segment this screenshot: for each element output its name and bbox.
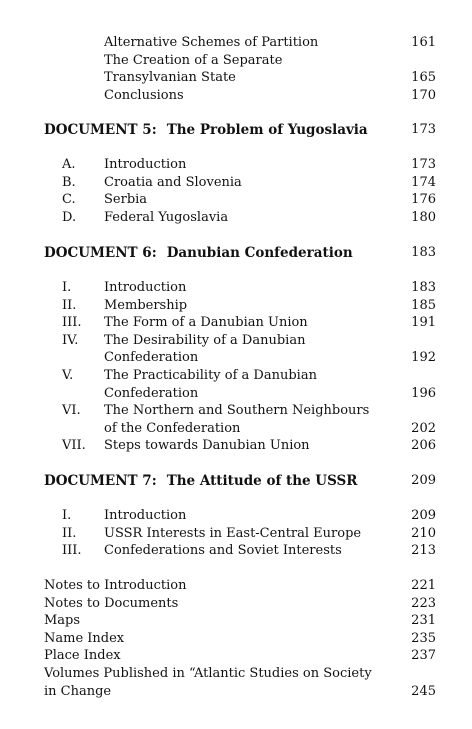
entry-number: D. [62, 209, 77, 225]
back-matter-entry [0, 577, 472, 595]
entry-number: VI. [62, 403, 81, 419]
toc-entry [0, 367, 472, 385]
entry-title: Confederation [104, 385, 199, 401]
entry-number: A. [62, 157, 76, 172]
entry-title: Conclusions [104, 87, 184, 103]
entry-number: V. [62, 368, 74, 383]
document-page: 173 [411, 122, 436, 137]
entry-title: Serbia [104, 192, 148, 208]
entry-title: The Creation of a Separate [104, 52, 283, 68]
entry-title: Place Index [44, 648, 121, 664]
entry-page: 235 [411, 630, 436, 646]
entry-page: 223 [411, 595, 436, 611]
back-matter-entry [0, 647, 472, 665]
toc-entry [0, 542, 472, 560]
document-heading [0, 244, 472, 262]
entry-page: 174 [411, 174, 436, 190]
entry-title: Name Index [44, 630, 125, 646]
entry-title: in Change [44, 683, 112, 699]
entry-title: Volumes Published in “Atlantic Studies on Society [44, 666, 372, 681]
entry-title: The Practicability of a Danubian [104, 368, 317, 383]
entry-title: of the Confederation [104, 420, 241, 436]
document-label: DOCUMENT 7: [44, 473, 157, 489]
entry-page: 213 [411, 543, 436, 559]
entry-title: The Desirability of a Danubian [104, 332, 306, 348]
back-matter-entry [0, 595, 472, 613]
entry-page: 161 [411, 35, 436, 50]
entry-title: USSR Interests in East-Central Europe [104, 525, 362, 541]
toc-entry [0, 34, 472, 52]
entry-title: Confederations and Soviet Interests [104, 543, 342, 559]
entry-page: 191 [411, 315, 436, 331]
entry-number: I. [62, 508, 72, 523]
document-heading-text [44, 472, 358, 490]
toc-entry [0, 349, 472, 367]
toc-entry [0, 297, 472, 315]
entry-page: 237 [411, 648, 436, 664]
entry-page: 173 [411, 157, 436, 172]
entry-title: Introduction [104, 508, 187, 523]
back-matter-entry [0, 683, 472, 701]
entry-page: 202 [411, 420, 436, 436]
entry-title: The Form of a Danubian Union [104, 315, 308, 331]
toc-entry [0, 525, 472, 543]
entry-number: III. [62, 315, 82, 331]
entry-title: Alternative Schemes of Partition [104, 35, 319, 50]
entry-page: 180 [411, 209, 436, 225]
entry-page: 210 [411, 525, 436, 541]
back-matter-entry [0, 665, 472, 683]
toc-entry [0, 87, 472, 105]
entry-title: Notes to Introduction [44, 578, 187, 593]
document-heading-text [44, 244, 353, 262]
back-matter-entry [0, 612, 472, 630]
entry-title: Steps towards Danubian Union [104, 438, 310, 454]
toc-entry [0, 437, 472, 455]
toc-entry [0, 385, 472, 403]
document-title: The Attitude of the USSR [166, 473, 358, 489]
document-heading [0, 121, 472, 139]
entry-number: IV. [62, 332, 79, 348]
document-label: DOCUMENT 6: [44, 245, 157, 261]
document-title: Danubian Confederation [166, 245, 353, 261]
toc-entry [0, 52, 472, 70]
entry-page: 206 [411, 438, 436, 454]
entry-page: 221 [411, 578, 436, 593]
entry-page: 245 [411, 683, 436, 699]
back-matter-entry [0, 630, 472, 648]
entry-title: Notes to Documents [44, 595, 179, 611]
toc-entry [0, 174, 472, 192]
document-label: DOCUMENT 5: [44, 122, 157, 138]
document-title: The Problem of Yugoslavia [166, 122, 368, 138]
entry-page: 170 [411, 87, 436, 103]
entry-page: 192 [411, 350, 436, 366]
document-page: 183 [411, 245, 436, 260]
toc-entry [0, 507, 472, 525]
toc-entry [0, 402, 472, 420]
entry-title: The Northern and Southern Neighbours [104, 403, 370, 419]
document-page: 209 [411, 473, 436, 488]
entry-title: Transylvanian State [104, 70, 236, 86]
entry-title: Introduction [104, 280, 187, 295]
entry-page: 183 [411, 280, 436, 295]
entry-number: I. [62, 280, 72, 295]
toc-entry [0, 332, 472, 350]
toc-entry [0, 191, 472, 209]
entry-page: 165 [411, 70, 436, 86]
toc-entry [0, 156, 472, 174]
entry-number: II. [62, 297, 77, 313]
entry-page: 176 [411, 192, 436, 208]
entry-title: Federal Yugoslavia [104, 209, 229, 225]
toc-entry [0, 209, 472, 227]
entry-page: 185 [411, 297, 436, 313]
toc-entry [0, 420, 472, 438]
entry-title: Maps [44, 613, 81, 629]
entry-number: VII. [62, 438, 86, 454]
toc-entry [0, 314, 472, 332]
document-heading-text [44, 121, 368, 139]
entry-title: Membership [104, 297, 188, 313]
entry-page: 231 [411, 613, 436, 629]
entry-number: C. [62, 192, 76, 208]
document-heading [0, 472, 472, 490]
entry-page: 196 [411, 385, 436, 401]
entry-number: II. [62, 525, 77, 541]
toc-entry [0, 69, 472, 87]
entry-number: III. [62, 543, 82, 559]
entry-page: 209 [411, 508, 436, 523]
entry-title: Croatia and Slovenia [104, 174, 242, 190]
entry-title: Confederation [104, 350, 199, 366]
entry-title: Introduction [104, 157, 187, 172]
toc-entry [0, 279, 472, 297]
entry-number: B. [62, 174, 76, 190]
